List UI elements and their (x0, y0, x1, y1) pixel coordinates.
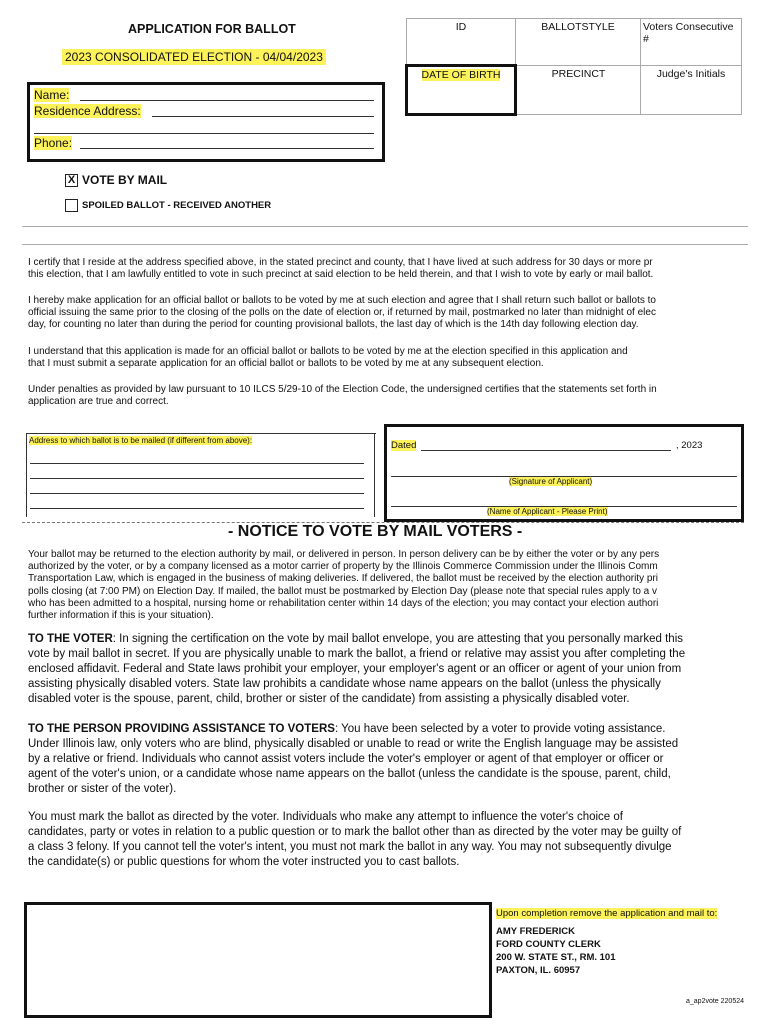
mailing-line: 200 W. STATE ST., RM. 101 (496, 952, 616, 963)
precinct-cell (516, 66, 641, 115)
assist-text-line: Under Illinois law, only voters who are blind, physically disabled or unable to read or write the English language may be assisted (28, 738, 679, 750)
label-box (24, 902, 492, 1018)
certify-paragraph (28, 257, 740, 281)
certify-line: I certify that I reside at the address specified above, in the stated precinct and county, that I have lived at such address for 30 days or more pr (28, 257, 653, 268)
must-text-line: the candidate(s) or public questions for whom the voter instructed you to cast ballots. (28, 856, 460, 868)
spoiled-ballot-option[interactable] (65, 199, 271, 212)
election-label: 2023 CONSOLIDATED ELECTION - 04/04/2023 (62, 49, 326, 65)
voter-text-line: : In signing the certification on the vote by mail ballot envelope, you are attesting that you personally marked this (112, 633, 683, 645)
phone-row[interactable] (34, 136, 374, 150)
signature-caption: (Signature of Applicant) (509, 477, 593, 486)
notice-intro-line: Transportation Law, which is engaged in the business of making deliveries. If delivered, the ballot must be received by the election authority pri (28, 573, 658, 585)
mail-address-line[interactable] (30, 493, 364, 494)
assist-text-line: by a relative or friend. Individuals who cannot assist voters include the voter's employer or agent of that employer or officer or (28, 753, 664, 765)
name-row[interactable] (34, 88, 374, 102)
date-of-birth-cell[interactable] (407, 66, 516, 115)
assist-text-line: brother or sister of the voter). (28, 783, 177, 795)
ballotstyle-label: BALLOTSTYLE (541, 21, 615, 33)
dated-row[interactable] (391, 440, 731, 451)
hereby-line: I hereby make application for an official ballot or ballots to be voted by me at such election and agree that I shall return such ballot or ballots to (28, 295, 656, 306)
assist-text-line: : You have been selected by a voter to provide voting assistance. (334, 723, 666, 735)
mailing-line: FORD COUNTY CLERK (496, 939, 601, 950)
residence-line-2[interactable] (34, 133, 374, 134)
spoiled-ballot-checkbox[interactable] (65, 199, 78, 212)
form-code: a_ap2vote 220524 (686, 998, 744, 1005)
penalties-line: application are true and correct. (28, 396, 169, 407)
mailing-line: AMY FREDERICK (496, 926, 575, 937)
voter-text-line: assisting physically disabled voters. State law prohibits a candidate whose name appears on the ballot (unless the physically (28, 678, 661, 690)
notice-intro-line: polls closing (at 7:00 PM) on Election Day. If mailed, the ballot must be postmarked by Election Day (please note that special rules apply to a v (28, 585, 658, 597)
residence-row[interactable] (34, 104, 374, 118)
applicant-info-box (27, 82, 385, 162)
dated-year: , 2023 (676, 440, 703, 451)
understand-line: that I must submit a separate application for an official ballot or ballots to be voted by me at any subsequent election. (28, 358, 544, 369)
notice-heading: - NOTICE TO VOTE BY MAIL VOTERS - (228, 523, 523, 540)
mail-box-right-border (374, 433, 376, 517)
mail-box-left-border (26, 433, 28, 517)
hereby-line: day, for counting no later than during the period for counting provisional ballots, the last day of which is the 14th day following election day. (28, 319, 639, 330)
voter-text-line: enclosed affidavit. Federal and State laws prohibit your employer, your employer's agent or an officer or agent of your union from (28, 663, 682, 675)
must-text-line: candidates, party or votes in relation to a public question or to mark the ballot other than as directed by the voter may be guilty of (28, 826, 682, 838)
penalties-line: Under penalties as provided by law pursuant to 10 ILCS 5/29-10 of the Election Code, the undersigned certifies that the statements set forth in (28, 384, 657, 395)
residence-line (152, 116, 374, 117)
voter-text-line: vote by mail ballot in secret. If you are physically unable to mark the ballot, a friend or relative may assist you after completing the (28, 648, 686, 660)
residence-label: Residence Address: (34, 104, 141, 118)
notice-intro-line: who has been admitted to a hospital, nursing home or rehabilitation center within 14 days of the election; you may contact your election authori (28, 597, 659, 609)
id-label: ID (455, 21, 467, 33)
divider-1 (22, 226, 748, 227)
id-cell (407, 19, 516, 66)
voters-consecutive-label: Voters Consecutive # (643, 21, 734, 45)
notice-intro (28, 549, 742, 622)
notice-intro-line: further information if this is your situation). (28, 610, 214, 622)
understand-paragraph (28, 346, 740, 370)
notice-intro-line: Your ballot may be returned to the election authority by mail, or delivered in person. In person delivery can be by either the voter or by any pers (28, 549, 660, 560)
mail-box-top-border (26, 433, 376, 435)
mailing-line: PAXTON, IL. 60957 (496, 965, 581, 976)
hereby-line: official issuing the same prior to the closing of the polls on the date of election or, if returned by mail, postmarked no later than midnight of elec (28, 307, 656, 318)
mailing-address (496, 925, 616, 977)
vote-by-mail-label: VOTE BY MAIL (82, 173, 168, 187)
dated-label: Dated (391, 440, 417, 451)
official-use-grid (405, 18, 742, 116)
mail-address-line[interactable] (30, 478, 364, 479)
judges-initials-cell (641, 66, 742, 115)
ballotstyle-cell (516, 19, 641, 66)
mail-address-line[interactable] (30, 463, 364, 464)
must-text-line: a class 3 felony. If you cannot tell the voter's intent, you must not mark the ballot in any way. You may not subsequently divulge (28, 841, 672, 853)
form-title: APPLICATION FOR BALLOT (128, 22, 296, 36)
certify-line: this election, that I am lawfully entitled to vote in such precinct at said election to be held therein, and that I wish to vote by early or mail ballot. (28, 269, 654, 280)
divider-2 (22, 244, 748, 245)
phone-line (80, 148, 374, 149)
understand-line: I understand that this application is made for an official ballot or ballots to be voted by me at the election specified in this application and (28, 346, 628, 357)
vote-by-mail-option[interactable] (65, 173, 167, 187)
signature-box (384, 424, 744, 522)
notice-intro-line: authorized by the voter, or by a company licensed as a motor carrier of property by the Illinois Commerce Commission under the Illinois Comm (28, 561, 658, 573)
penalties-paragraph (28, 384, 740, 408)
printed-name-caption: (Name of Applicant - Please Print) (487, 507, 608, 516)
date-of-birth-label: DATE OF BIRTH (421, 69, 501, 81)
assistance-section (28, 722, 746, 797)
assistance-heading: TO THE PERSON PROVIDING ASSISTANCE TO VOTERS (28, 723, 335, 735)
mailing-instruction: Upon completion remove the application and mail to: (496, 908, 718, 919)
name-label: Name: (34, 88, 70, 102)
spoiled-ballot-label: SPOILED BALLOT - RECEIVED ANOTHER (82, 200, 272, 212)
name-line (80, 100, 374, 101)
to-the-voter-section (28, 632, 746, 707)
precinct-label: PRECINCT (551, 68, 606, 80)
phone-label: Phone: (34, 136, 73, 150)
to-the-voter-heading: TO THE VOTER (28, 633, 113, 645)
must-text-line: You must mark the ballot as directed by the voter. Individuals who make any attempt to influence the voter's choice of (28, 811, 623, 823)
judges-initials-label: Judge's Initials (656, 68, 726, 80)
mail-address-label: Address to which ballot is to be mailed (if different from above): (29, 436, 253, 445)
vote-by-mail-checkbox[interactable]: X (65, 174, 78, 187)
dated-line (421, 450, 671, 451)
must-mark-section (28, 810, 746, 870)
mail-address-box (26, 433, 376, 517)
assist-text-line: agent of the voter's union, or a candidate whose name appears on the ballot (unless the candidate is the spouse, parent, child, (28, 768, 671, 780)
voters-consecutive-cell (641, 19, 742, 66)
voter-text-line: disabled voter is the spouse, parent, child, brother or sister of the candidate) from assisting a physically disabled voter. (28, 693, 630, 705)
hereby-paragraph (28, 295, 740, 331)
mail-address-line[interactable] (30, 508, 364, 509)
